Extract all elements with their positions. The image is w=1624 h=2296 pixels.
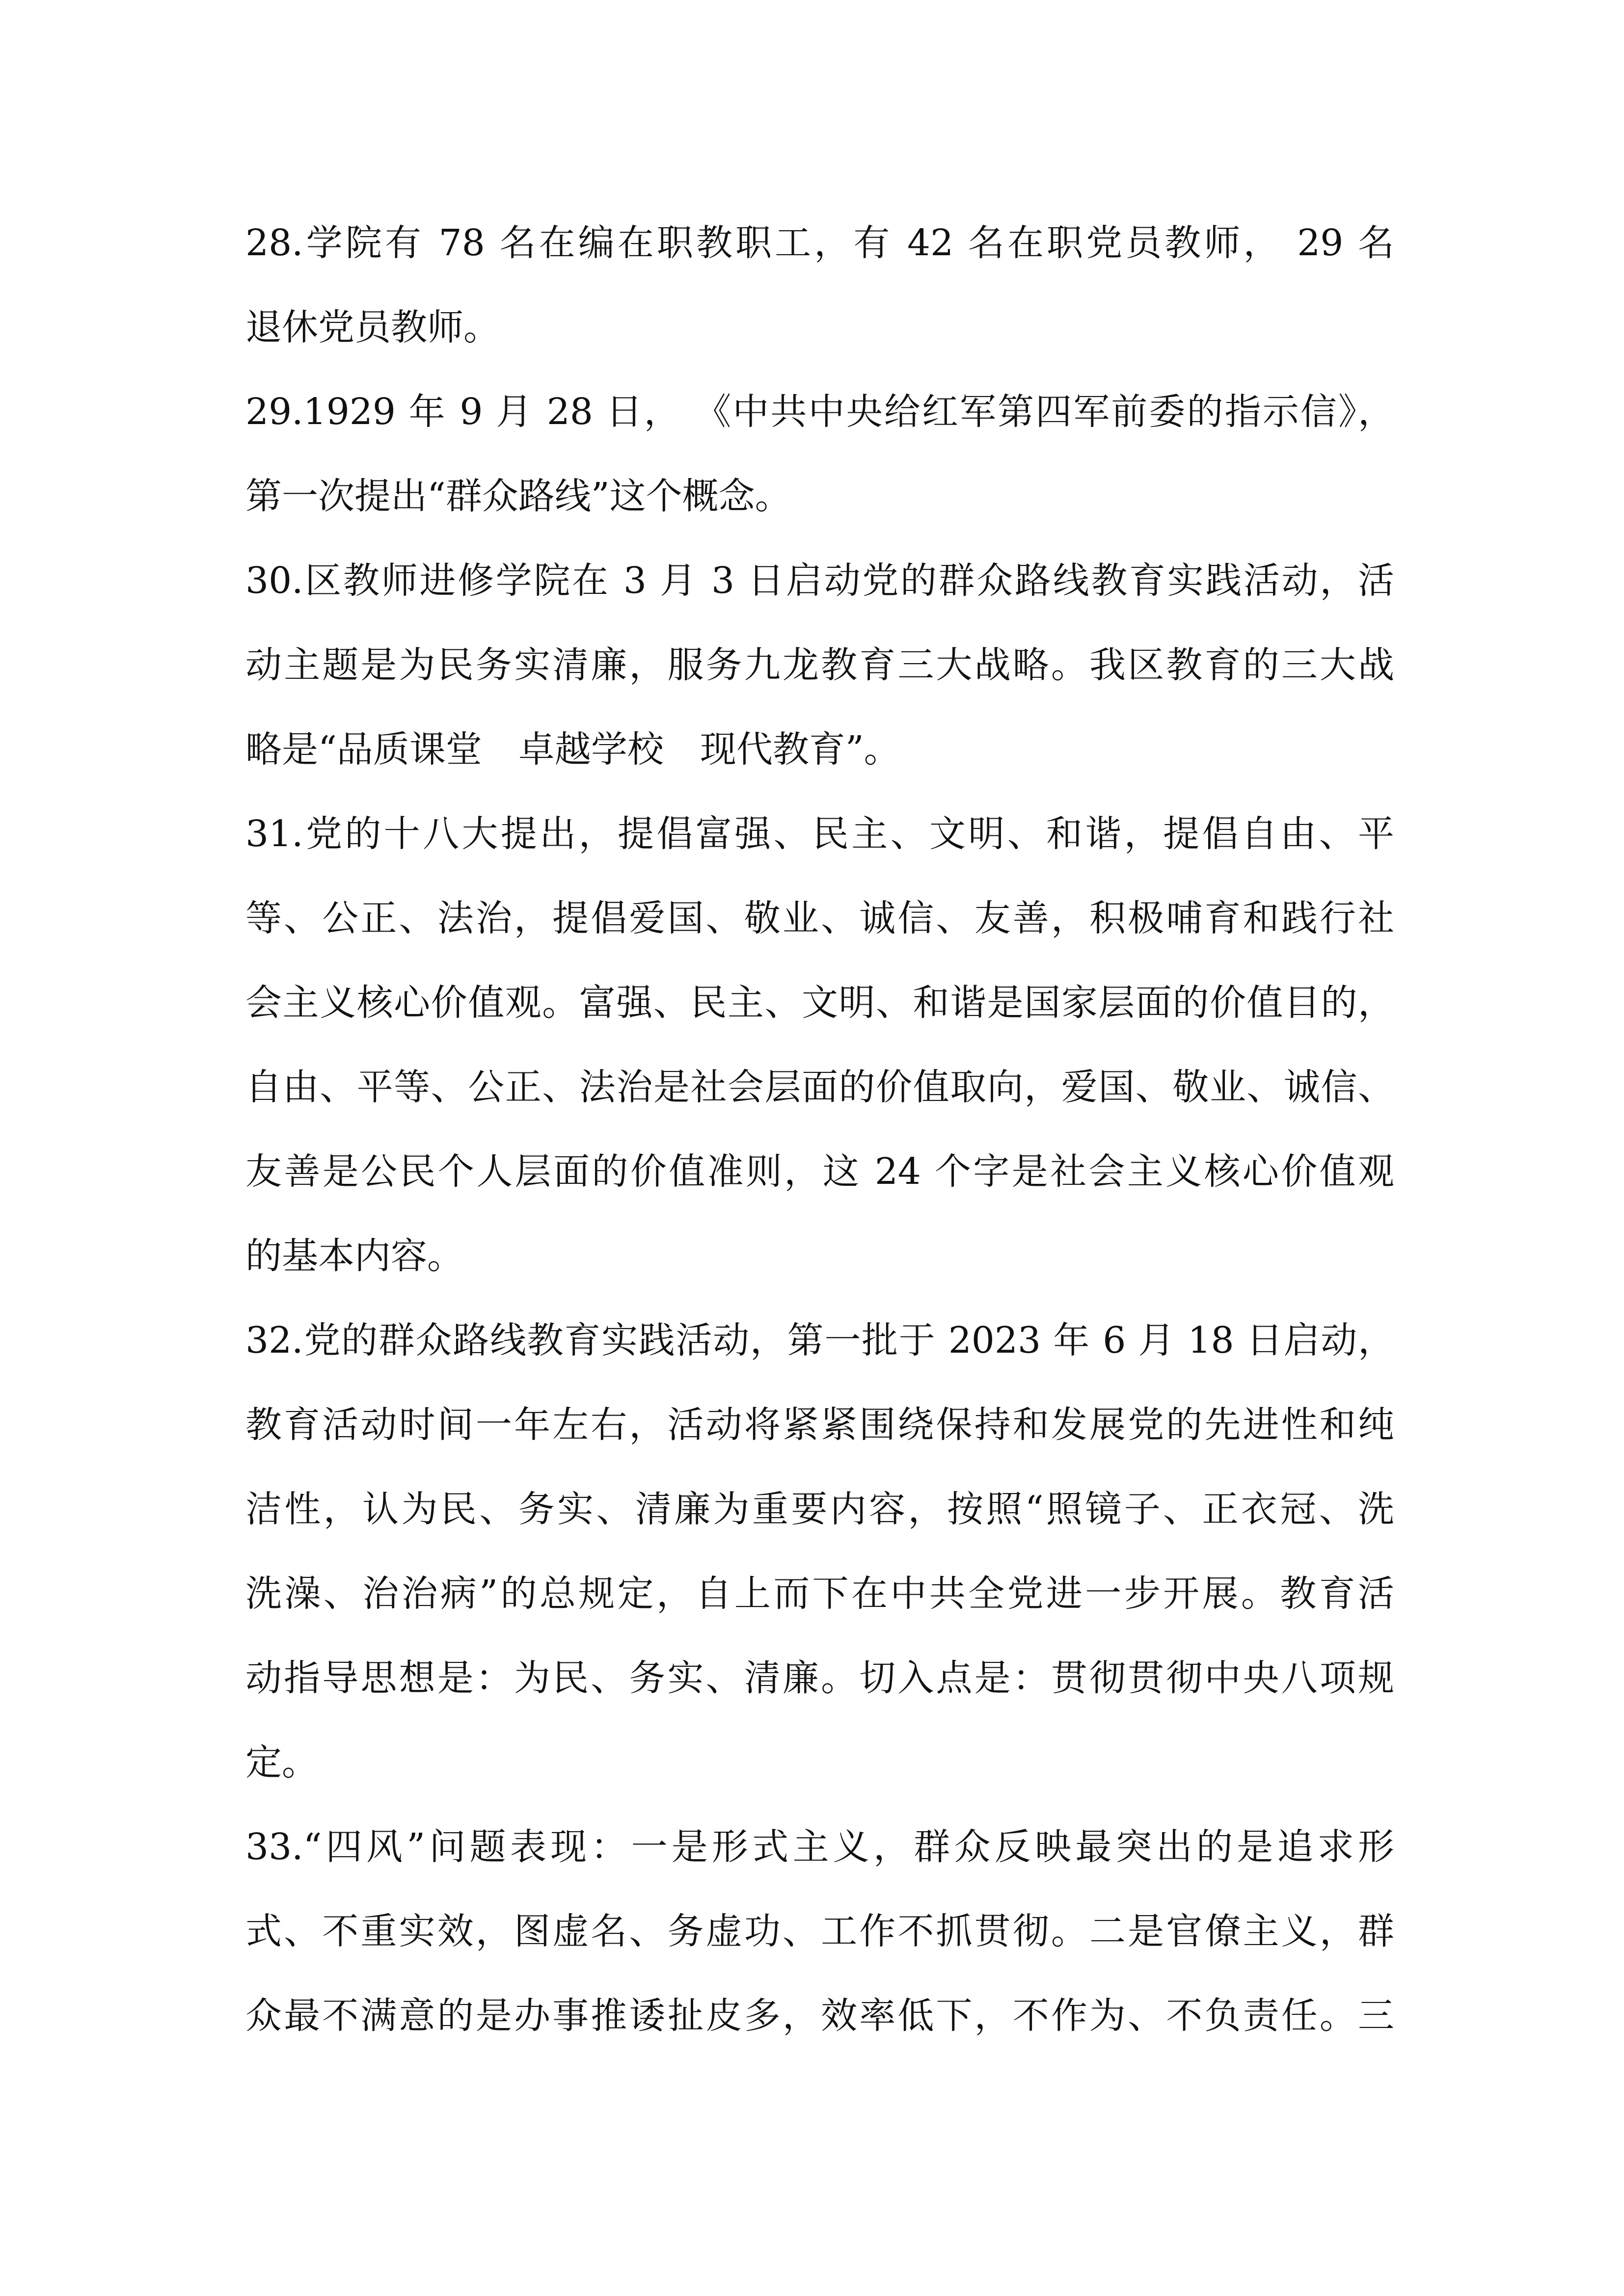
text-line: 31.党的十八大提出，提倡富强、民主、文明、和谐，提倡自由、平 xyxy=(245,813,1394,855)
text-line: 29.1929 年 9 月 28 日， 《中共中央给红军第四军前委的指示信》， xyxy=(245,391,1394,433)
text-line: 33.“四风”问题表现：一是形式主义，群众反映最突出的是追求形 xyxy=(245,1826,1394,1868)
text-line: 会主义核心价值观。富强、民主、文明、和谐是国家层面的价值目的， xyxy=(245,982,1394,1024)
text-line: 洁性，认为民、务实、清廉为重要内容，按照“照镜子、正衣冠、洗 xyxy=(245,1488,1394,1530)
text-line: 动指导思想是：为民、务实、清廉。切入点是：贯彻贯彻中央八项规 xyxy=(245,1657,1394,1699)
text-line: 28.学院有 78 名在编在职教职工，有 42 名在职党员教师， 29 名 xyxy=(245,222,1394,264)
text-line: 退休党员教师。 xyxy=(245,306,500,348)
text-line: 略是“品质课堂 卓越学校 现代教育”。 xyxy=(245,728,900,771)
text-line: 32.党的群众路线教育实践活动，第一批于 2023 年 6 月 18 日启动， xyxy=(245,1319,1394,1362)
text-line: 定。 xyxy=(245,1741,318,1784)
text-line: 式、不重实效，图虚名、务虚功、工作不抓贯彻。二是官僚主义，群 xyxy=(245,1910,1394,1952)
text-line: 自由、平等、公正、法治是社会层面的价值取向，爱国、敬业、诚信、 xyxy=(245,1066,1394,1108)
text-line: 教育活动时间一年左右，活动将紧紧围绕保持和发展党的先进性和纯 xyxy=(245,1404,1394,1446)
text-line: 洗澡、治治病”的总规定，自上而下在中共全党进一步开展。教育活 xyxy=(245,1573,1394,1615)
text-line: 等、公正、法治，提倡爱国、敬业、诚信、友善，积极哺育和践行社 xyxy=(245,897,1394,939)
text-line: 友善是公民个人层面的价值准则，这 24 个字是社会主义核心价值观 xyxy=(245,1150,1394,1193)
text-line: 的基本内容。 xyxy=(245,1235,463,1277)
text-line: 第一次提出“群众路线”这个概念。 xyxy=(245,475,791,517)
text-line: 众最不满意的是办事推诿扯皮多，效率低下，不作为、不负责任。三 xyxy=(245,1995,1394,2037)
text-line: 动主题是为民务实清廉，服务九龙教育三大战略。我区教育的三大战 xyxy=(245,644,1394,686)
text-line: 30.区教师进修学院在 3 月 3 日启动党的群众路线教育实践活动，活 xyxy=(245,560,1394,602)
